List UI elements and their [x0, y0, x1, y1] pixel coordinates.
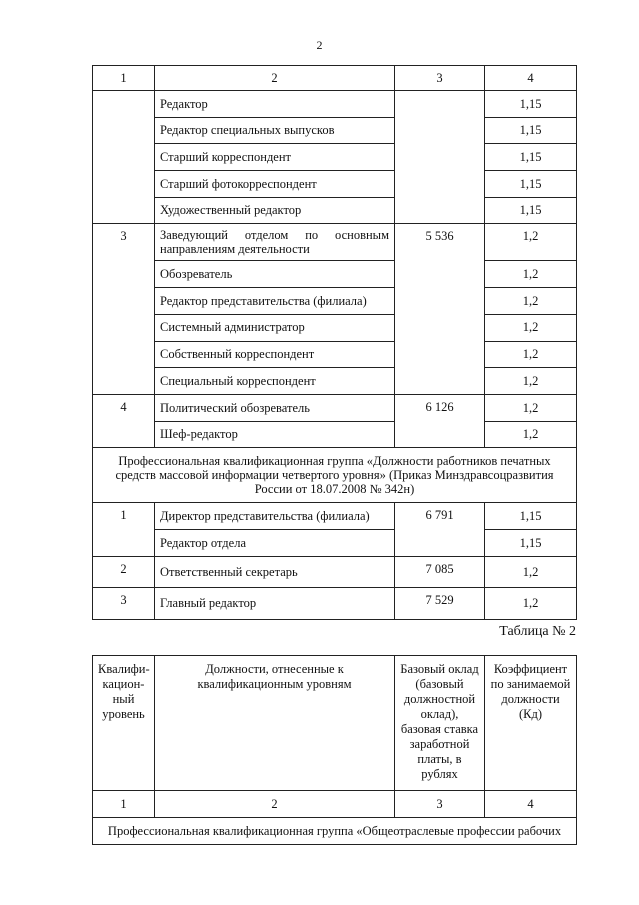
- table-row: [93, 288, 577, 315]
- position-cell: Старший фотокорреспондент: [155, 171, 395, 198]
- group-title: Профессиональная квалификационная группа «Должности работников печатных средств массовой информации четвертого уровня» (Приказ Минздравсоцразвития России от 18.07.2008 № 342н): [93, 448, 577, 503]
- table-row: [93, 421, 577, 448]
- table-row: [93, 117, 577, 144]
- position-cell: Редактор представительства (филиала): [155, 288, 395, 315]
- salary-cell: 7 529: [395, 588, 485, 620]
- position-cell: Ответственный секретарь: [155, 556, 395, 588]
- level-cell: 3: [93, 224, 155, 394]
- table-row: [93, 588, 577, 620]
- position-cell: Политический обозреватель: [155, 394, 395, 421]
- table-row: [93, 91, 577, 118]
- position-cell: Системный администратор: [155, 314, 395, 341]
- header-cell: 3: [395, 66, 485, 91]
- table-row: [93, 529, 577, 556]
- table-row: [93, 314, 577, 341]
- table-row: [93, 503, 577, 530]
- position-cell: Специальный корреспондент: [155, 368, 395, 395]
- header-cell: 4: [485, 66, 577, 91]
- table-row: [93, 261, 577, 288]
- position-cell: Заведующий отделом по основным направлениям деятельности: [155, 224, 395, 261]
- position-cell: Собственный корреспондент: [155, 341, 395, 368]
- salary-cell: [395, 91, 485, 224]
- coef-cell: 1,2: [485, 314, 577, 341]
- header-cell: Базовый оклад (базовый должностной оклад), базовая ставка заработной платы, в рублях: [395, 656, 485, 791]
- coef-cell: 1,2: [485, 261, 577, 288]
- coef-cell: 1,2: [485, 341, 577, 368]
- salary-cell: 6 126: [395, 394, 485, 447]
- coef-cell: 1,2: [485, 368, 577, 395]
- table-row: [93, 394, 577, 421]
- header-cell: 1: [93, 66, 155, 91]
- coef-cell: 1,15: [485, 197, 577, 224]
- salary-cell: 5 536: [395, 224, 485, 394]
- group-title-row: [93, 448, 577, 503]
- table-header-row: [93, 66, 577, 91]
- header-cell: Должности, отнесенные к квалификационным уровням: [155, 656, 395, 791]
- salary-table-1: [92, 65, 577, 620]
- level-cell: 3: [93, 588, 155, 620]
- position-cell: Директор представительства (филиала): [155, 503, 395, 530]
- position-cell: Редактор специальных выпусков: [155, 117, 395, 144]
- table-row: [93, 197, 577, 224]
- table-row: [93, 556, 577, 588]
- position-cell: Редактор отдела: [155, 529, 395, 556]
- table-row: [93, 341, 577, 368]
- coef-cell: 1,2: [485, 421, 577, 448]
- position-cell: Художественный редактор: [155, 197, 395, 224]
- position-cell: Старший корреспондент: [155, 144, 395, 171]
- coef-cell: 1,15: [485, 503, 577, 530]
- table-row: [93, 368, 577, 395]
- column-number: 3: [395, 791, 485, 818]
- coef-cell: 1,2: [485, 224, 577, 261]
- column-number: 1: [93, 791, 155, 818]
- position-cell: Главный редактор: [155, 588, 395, 620]
- header-cell: 2: [155, 66, 395, 91]
- coef-cell: 1,2: [485, 556, 577, 588]
- table-caption: Таблица № 2: [499, 624, 576, 639]
- header-cell: Квалифи-кацион-ный уровень: [93, 656, 155, 791]
- coef-cell: 1,15: [485, 91, 577, 118]
- salary-cell: 7 085: [395, 556, 485, 588]
- group-title: Профессиональная квалификационная группа «Общеотраслевые профессии рабочих: [93, 818, 577, 845]
- coef-cell: 1,15: [485, 144, 577, 171]
- level-cell: 4: [93, 394, 155, 447]
- salary-table-2: [92, 655, 577, 845]
- column-number-row: [93, 791, 577, 818]
- coef-cell: 1,15: [485, 529, 577, 556]
- column-number: 4: [485, 791, 577, 818]
- column-number: 2: [155, 791, 395, 818]
- table-row: [93, 171, 577, 198]
- salary-cell: 6 791: [395, 503, 485, 556]
- position-cell: Редактор: [155, 91, 395, 118]
- level-cell: 2: [93, 556, 155, 588]
- coef-cell: 1,15: [485, 117, 577, 144]
- coef-cell: 1,2: [485, 288, 577, 315]
- group-title-row: [93, 818, 577, 845]
- table-row: [93, 224, 577, 261]
- coef-cell: 1,2: [485, 588, 577, 620]
- page-number: 2: [316, 38, 323, 52]
- position-cell: Обозреватель: [155, 261, 395, 288]
- coef-cell: 1,15: [485, 171, 577, 198]
- table-header-row: [93, 656, 577, 791]
- table-row: [93, 144, 577, 171]
- position-cell: Шеф-редактор: [155, 421, 395, 448]
- coef-cell: 1,2: [485, 394, 577, 421]
- level-cell: [93, 91, 155, 224]
- header-cell: Коэффициент по занимаемой должности (Кд): [485, 656, 577, 791]
- level-cell: 1: [93, 503, 155, 556]
